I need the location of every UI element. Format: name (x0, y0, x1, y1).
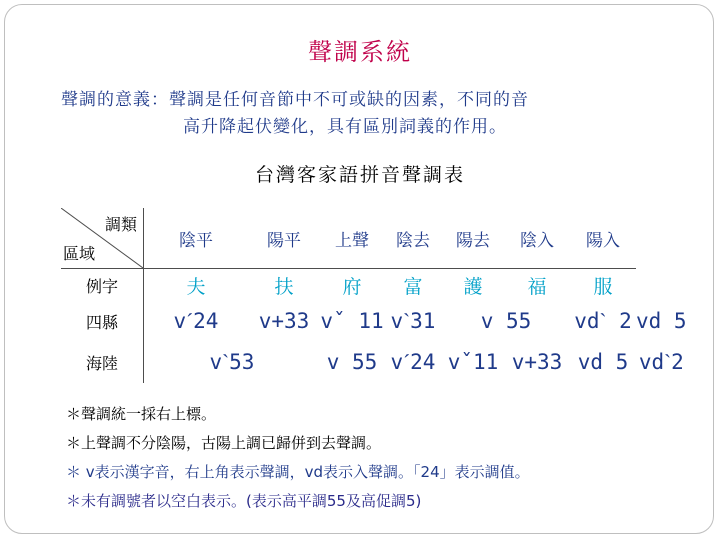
corner-bottom-label: 區域 (63, 244, 96, 263)
meaning-text-1: 聲調是任何音節中不可或缺的因素，不同的音 (169, 90, 529, 110)
note-item: ＊未有調號者以空白表示。(表示高平調55及高促調5) (66, 492, 422, 510)
note-item: ＊ v表示漢字音，右上角表示聲調，vd表示入聲調。「24」表示調值。 (66, 463, 530, 481)
hailu-label: 海陸 (61, 341, 144, 383)
notes-list (66, 400, 530, 516)
example-char: 夫 (186, 275, 206, 298)
header-shangsheng: 上聲 (320, 208, 384, 269)
corner-cell (61, 208, 144, 269)
hailu-tone: vdˋ2 (638, 349, 684, 374)
sixian-tone: vd 5 (636, 309, 687, 333)
meaning-label: 聲調的意義： (61, 90, 169, 110)
example-char: 府 (342, 275, 362, 298)
meaning-text-2: 高升降起伏變化，具有區別詞義的作用。 (183, 117, 507, 137)
sixian-tone: vˇ 11 (320, 309, 384, 333)
sixian-label: 四縣 (61, 301, 144, 341)
example-char: 扶 (274, 275, 294, 298)
corner-top-label: 調類 (104, 215, 137, 234)
header-yangping: 陽平 (248, 208, 320, 269)
example-char: 福 (527, 275, 547, 298)
header-yangqu: 陽去 (442, 208, 504, 269)
example-char: 服 (593, 275, 613, 298)
sixian-row (61, 301, 687, 341)
example-char: 富 (403, 275, 423, 298)
example-char: 護 (463, 275, 483, 298)
header-yangru: 陽入 (570, 208, 636, 269)
note-item: ＊上聲調不分陰陽，古陽上調已歸併到去聲調。 (66, 434, 382, 452)
tone-table (61, 208, 687, 383)
sixian-tone: vdˋ 2 (574, 308, 632, 333)
example-label: 例字 (61, 269, 144, 302)
hailu-tone: vd 5 (577, 350, 629, 374)
example-row (61, 269, 687, 302)
hailu-tone: v+33 (511, 350, 563, 374)
hailu-tone: vˋ53 (209, 349, 255, 374)
hailu-tone: v 55 (326, 350, 378, 374)
header-row (61, 208, 687, 269)
sixian-tone: v 55 (480, 309, 532, 333)
page-title: 聲調系統 (308, 38, 412, 66)
header-yinqu: 陰去 (384, 208, 442, 269)
header-yinru: 陰入 (504, 208, 570, 269)
header-yinping: 陰平 (144, 208, 249, 269)
hailu-tone: vˊ24 (390, 349, 436, 374)
meaning-line-1 (61, 87, 529, 114)
note-item: ＊聲調統一採右上標。 (66, 405, 217, 423)
sixian-tone: vˊ24 (173, 308, 219, 333)
hailu-row (61, 341, 687, 383)
hailu-tone: vˇ11 (447, 350, 499, 374)
sixian-tone: vˋ31 (390, 308, 436, 333)
sixian-tone: v+33 (258, 309, 310, 333)
tone-meaning (61, 87, 529, 141)
table-title: 台灣客家語拼音聲調表 (254, 164, 465, 186)
